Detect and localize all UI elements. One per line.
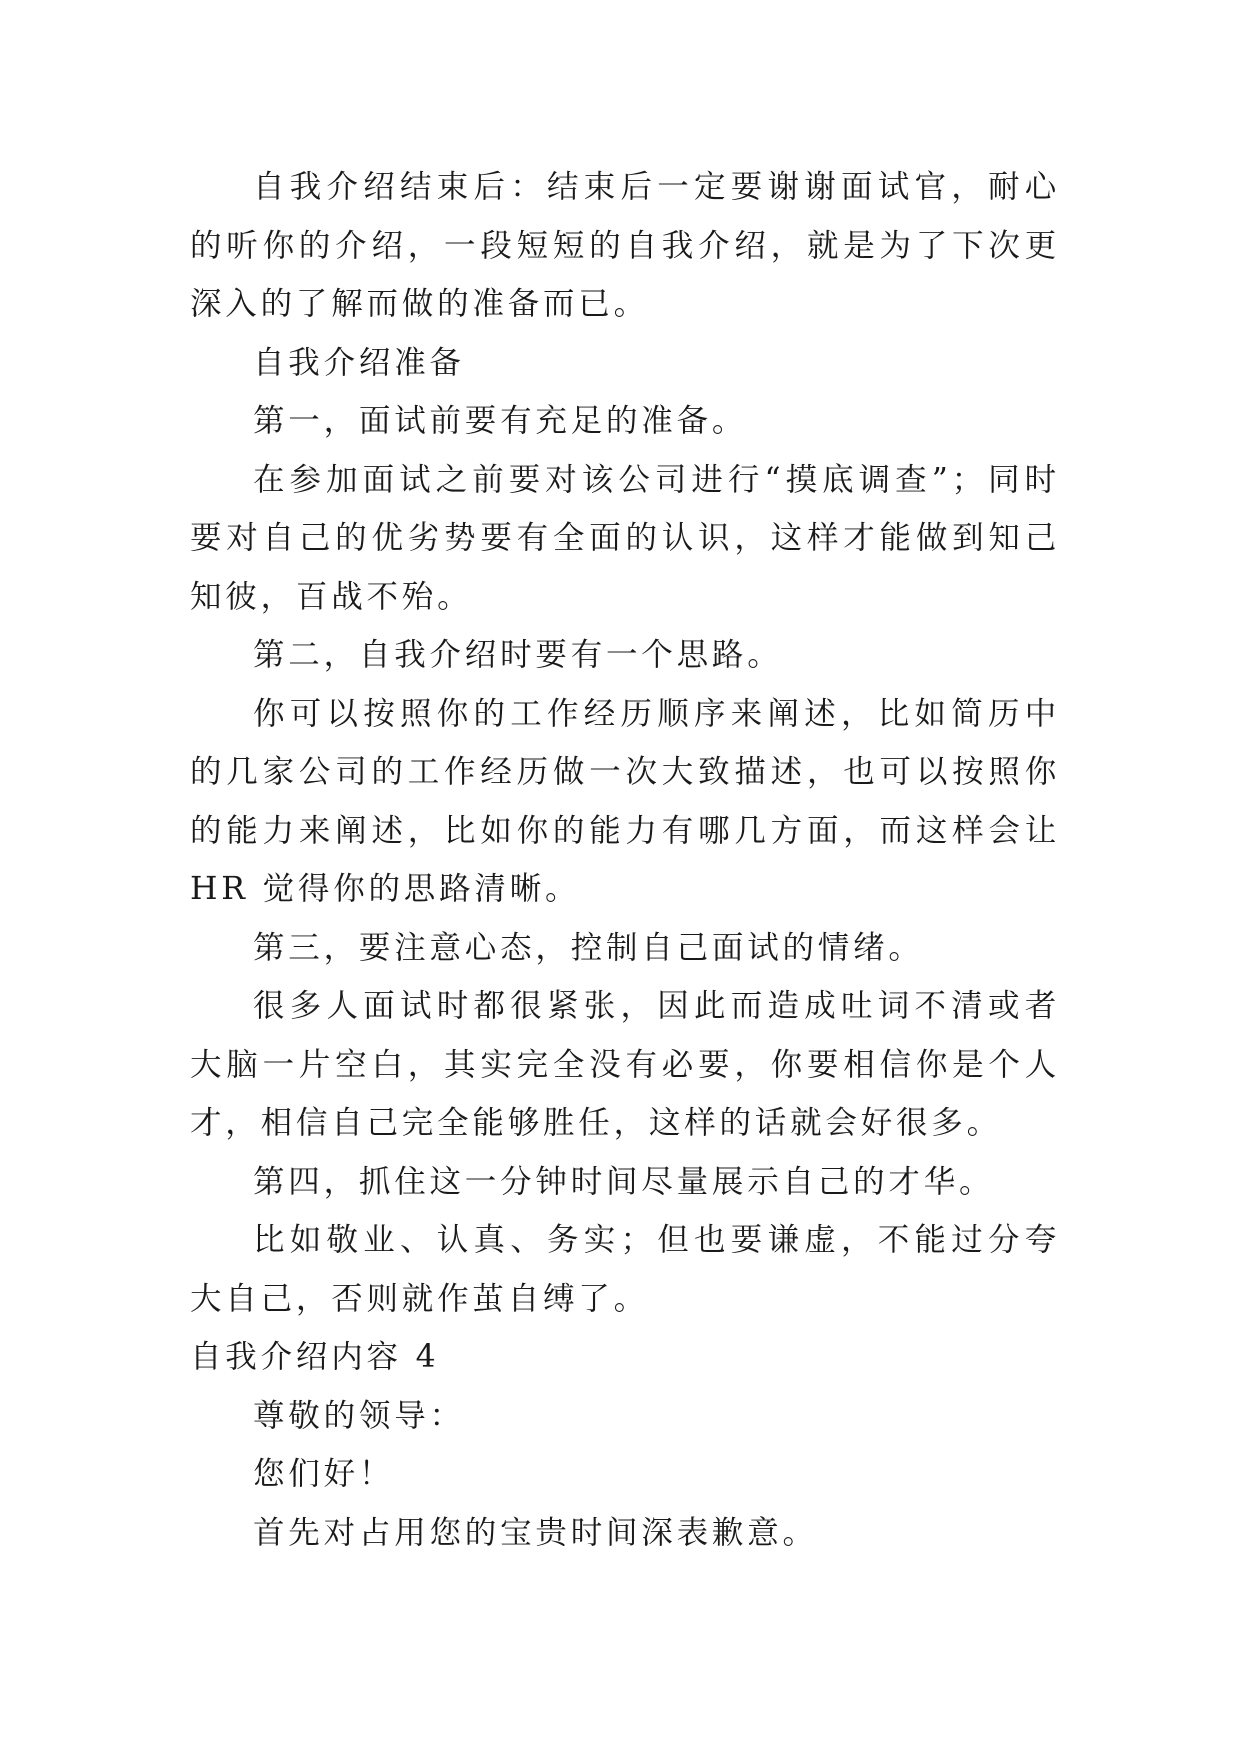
paragraph-work-history: 你可以按照你的工作经历顺序来阐述，比如简历中的几家公司的工作经历做一次大致描述，也可以按照你的能力来阐述，比如你的能力有哪几方面，而这样会让 HR 觉得你的思路清晰。	[190, 695, 1060, 907]
paragraph-point-two: 第二，自我介绍时要有一个思路。	[253, 637, 783, 673]
paragraph-research: 在参加面试之前要对该公司进行“摸底调查”；同时要对自己的优劣势要有全面的认识，这样才能做到知己知彼，百战不殆。	[190, 461, 1060, 615]
paragraph-nervousness: 很多人面试时都很紧张，因此而造成吐词不清或者大脑一片空白，其实完全没有必要，你要相信你是个人才，相信自己完全能够胜任，这样的话就会好很多。	[190, 988, 1060, 1141]
paragraph-point-one: 第一，面试前要有充足的准备。	[253, 403, 748, 439]
paragraph-apology: 首先对占用您的宝贵时间深表歉意。	[253, 1514, 818, 1551]
paragraph-closing-remarks: 自我介绍结束后：结束后一定要谢谢面试官，耐心的听你的介绍，一段短短的自我介绍，就是为了下次更深入的了解而做的准备而已。	[190, 169, 1060, 322]
paragraph-greeting: 您们好！	[253, 1456, 395, 1492]
section-heading: 自我介绍内容 4	[190, 1339, 440, 1375]
paragraph-salutation: 尊敬的领导：	[253, 1397, 465, 1434]
paragraph-modesty: 比如敬业、认真、务实；但也要谦虚，不能过分夸大自己，否则就作茧自缚了。	[190, 1222, 1060, 1317]
paragraph-point-three: 第三，要注意心态，控制自己面试的情绪。	[253, 929, 924, 966]
document-body	[190, 158, 1060, 1562]
paragraph-point-four: 第四，抓住这一分钟时间尽量展示自己的才华。	[253, 1163, 995, 1200]
subheading-preparation: 自我介绍准备	[253, 344, 465, 381]
